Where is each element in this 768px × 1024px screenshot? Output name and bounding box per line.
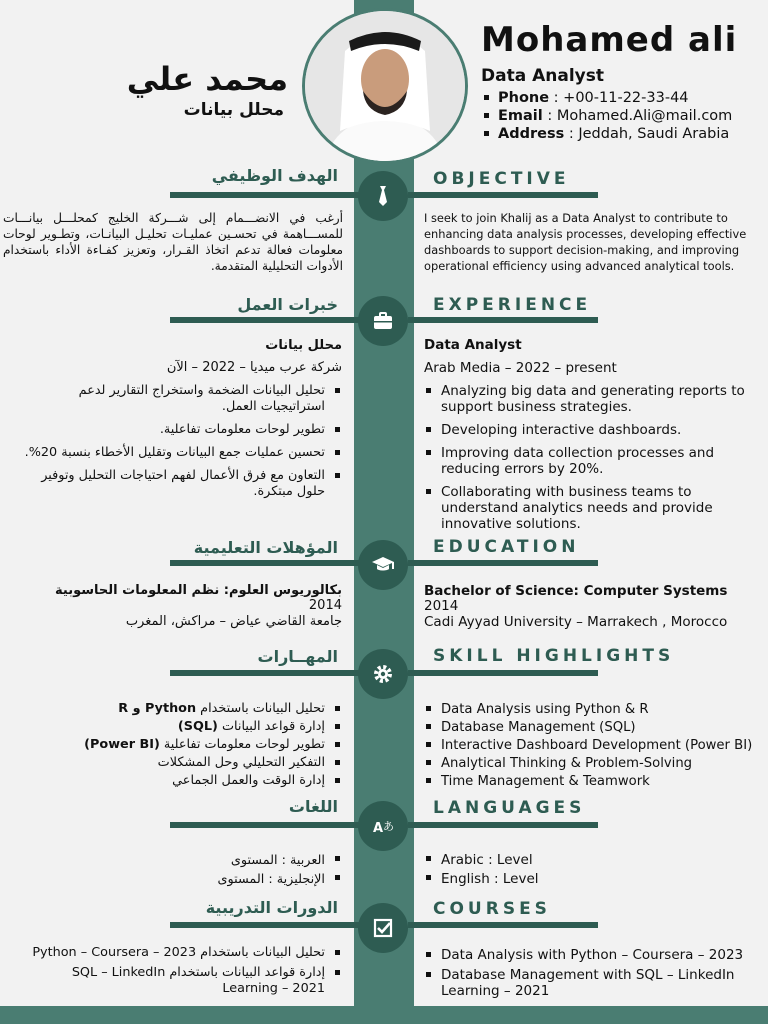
- education-icon-badge: [358, 540, 408, 590]
- list-item: Database Management with SQL – LinkedIn Learning – 2021: [424, 967, 754, 999]
- list-item: Interactive Dashboard Development (Power BI): [424, 737, 754, 754]
- graduation-cap-icon: [371, 553, 395, 577]
- education-heading: EDUCATION: [433, 537, 580, 557]
- list-item: Analytical Thinking & Problem-Solving: [424, 755, 754, 772]
- education-degree: Bachelor of Science: Computer Systems: [424, 583, 728, 599]
- education-year-arabic: 2014: [308, 598, 342, 613]
- name-arabic: محمد علي: [126, 60, 288, 98]
- list-item: Arabic : Level: [424, 851, 754, 870]
- list-item: Developing interactive dashboards.: [424, 422, 754, 438]
- languages-icon-badge: [358, 801, 408, 851]
- education-heading-arabic: المؤهلات التعليمية: [193, 538, 338, 557]
- list-item: English : Level: [424, 870, 754, 889]
- experience-rule-left: [170, 317, 360, 323]
- list-item: إدارة قواعد البيانات باستخدام SQL – LinkedIn Learning – 2021: [32, 965, 342, 997]
- list-item: تحسين عمليات جمع البيانات وتقليل الأخطاء بنسبة 20%.: [12, 445, 342, 461]
- list-item: تطوير لوحات معلومات تفاعلية (Power BI): [12, 737, 342, 753]
- list-item: التفكير التحليلي وحل المشكلات: [12, 755, 342, 771]
- experience-list-arabic: [12, 383, 342, 500]
- contact-list: [482, 90, 762, 144]
- checkbox-icon: [371, 916, 395, 940]
- objective-icon-badge: [358, 171, 408, 221]
- list-item: العربية : المستوى: [12, 851, 342, 870]
- education-year: 2014: [424, 598, 459, 614]
- list-item: التعاون مع فرق الأعمال لفهم احتياجات التحليل وتوفير حلول مبتكرة.: [12, 468, 342, 500]
- list-item: إدارة قواعد البيانات (SQL): [12, 719, 342, 735]
- education-rule-right: [408, 560, 598, 566]
- languages-heading-arabic: اللغات: [288, 797, 338, 816]
- translate-icon: [371, 814, 395, 838]
- gear-icon: [371, 662, 395, 686]
- courses-heading-arabic: الدورات التدريبية: [205, 898, 338, 917]
- experience-heading: EXPERIENCE: [433, 295, 592, 315]
- languages-list-arabic: [12, 851, 342, 889]
- skills-icon-badge: [358, 649, 408, 699]
- objective-heading-arabic: الهدف الوظيفي: [211, 166, 338, 185]
- courses-rule-right: [408, 922, 598, 928]
- list-item: Data Analysis using Python & R: [424, 701, 754, 718]
- languages-rule-right: [408, 822, 598, 828]
- experience-heading-arabic: خبرات العمل: [237, 295, 338, 314]
- objective-rule-left: [170, 192, 360, 198]
- courses-list-arabic: [32, 945, 342, 997]
- contact-address: Address : Jeddah, Saudi Arabia: [482, 126, 762, 143]
- courses-list: [424, 947, 754, 999]
- experience-rule-right: [408, 317, 598, 323]
- contact-email[interactable]: Email : Mohamed.Ali@mail.com: [482, 108, 762, 125]
- name-english: Mohamed ali: [481, 20, 738, 60]
- tie-icon: [371, 184, 395, 208]
- courses-rule-left: [170, 922, 360, 928]
- skills-heading-arabic: المهــارات: [257, 647, 338, 666]
- languages-rule-left: [170, 822, 360, 828]
- objective-rule-right: [408, 192, 598, 198]
- skills-list-arabic: [12, 701, 342, 789]
- skills-rule-left: [170, 670, 360, 676]
- skills-list: [424, 701, 754, 790]
- svg-text:あ: あ: [383, 820, 394, 833]
- list-item: الإنجليزية : المستوى: [12, 870, 342, 889]
- list-item: تحليل البيانات باستخدام Python – Coursera – 2023: [32, 945, 342, 961]
- experience-role: Data Analyst: [424, 337, 522, 353]
- education-school-arabic: جامعة القاضي عياض – مراكش، المغرب: [125, 614, 342, 629]
- list-item: Analyzing big data and generating reports to support business strategies.: [424, 383, 754, 415]
- experience-company: Arab Media – 2022 – present: [424, 360, 617, 376]
- list-item: Data Analysis with Python – Coursera – 2023: [424, 947, 754, 963]
- courses-heading: COURSES: [433, 899, 551, 919]
- list-item: Time Management & Teamwork: [424, 773, 754, 790]
- job-title-english: Data Analyst: [481, 66, 604, 86]
- list-item: إدارة الوقت والعمل الجماعي: [12, 773, 342, 789]
- svg-text:A: A: [373, 821, 384, 836]
- list-item: Improving data collection processes and reducing errors by 20%.: [424, 445, 754, 477]
- contact-phone: Phone : +00-11-22-33-44: [482, 90, 762, 107]
- objective-text-arabic: أرغب في الانضـــمام إلى شـــركة الخليج كمحلـــل بيانـــات للمســـاهمة في تحسـين عمليـات تحليـل البيانـات، وتطـوير لوحات معلومات فعالة تدعم اتخاذ القـرار، وتعزيز كفـاءة الأداء باستخدام الأدوات التحليلية المتقدمة.: [3, 211, 343, 273]
- skills-rule-right: [408, 670, 598, 676]
- education-rule-left: [170, 560, 360, 566]
- education-school: Cadi Ayyad University – Marrakech , Morocco: [424, 614, 728, 630]
- skills-heading: SKILL HIGHLIGHTS: [433, 646, 675, 666]
- list-item: Database Management (SQL): [424, 719, 754, 736]
- list-item: Collaborating with business teams to understand analytics needs and provide innovative solutions.: [424, 484, 754, 532]
- experience-icon-badge: [358, 296, 408, 346]
- list-item: تحليل البيانات الضخمة واستخراج التقارير لدعم استراتيجيات العمل.: [12, 383, 342, 415]
- profile-photo: [302, 8, 468, 164]
- languages-list: [424, 851, 754, 889]
- objective-heading: OBJECTIVE: [433, 169, 570, 189]
- languages-heading: LANGUAGES: [433, 798, 586, 818]
- list-item: تطوير لوحات معلومات تفاعلية.: [12, 422, 342, 438]
- job-title-arabic: محلل بيانات: [183, 100, 284, 120]
- footer-bar: [0, 1006, 768, 1024]
- briefcase-icon: [371, 309, 395, 333]
- education-degree-arabic: بكالوريوس العلوم: نظم المعلومات الحاسوبية: [55, 583, 342, 598]
- experience-list: [424, 383, 754, 532]
- experience-role-arabic: محلل بيانات: [265, 338, 342, 353]
- experience-company-arabic: شركة عرب ميديا – 2022 – الآن: [166, 360, 342, 375]
- list-item: تحليل البيانات باستخدام Python و R: [12, 701, 342, 717]
- objective-text: I seek to join Khalij as a Data Analyst to contribute to enhancing data analysis processes, developing effective dashboards to support decision-making, and improving operational efficiency using advanced analytical tools.: [424, 211, 747, 273]
- courses-icon-badge: [358, 903, 408, 953]
